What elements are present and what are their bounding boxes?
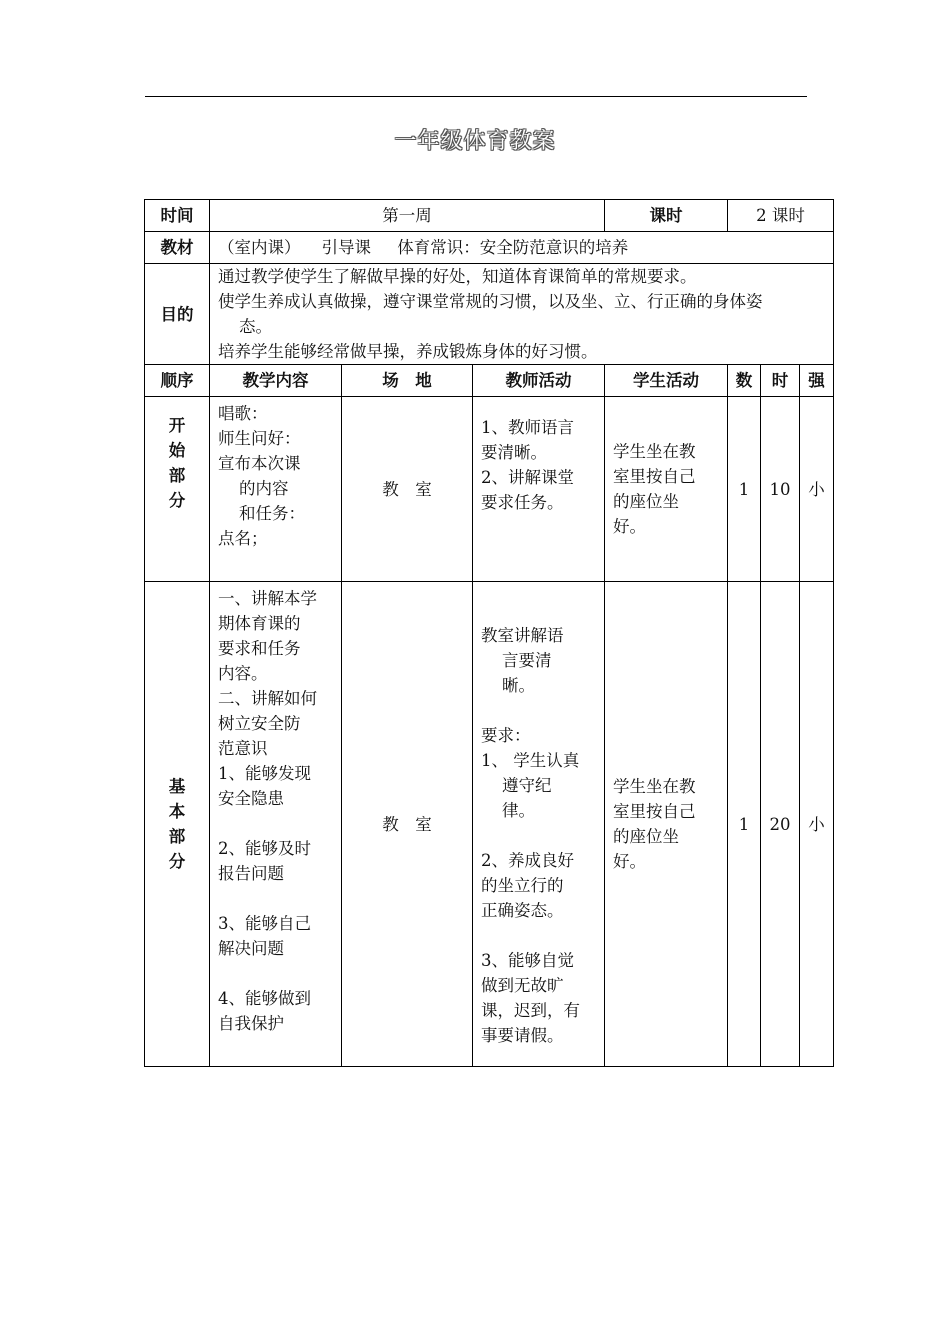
period-value: 2 课时 xyxy=(728,200,834,232)
table-row xyxy=(145,397,834,582)
row-teacher: 教室讲解语 言要清 晰。 要求： 1、 学生认真 遵守纪 律。 2、养成良好 的坐立行的 正确姿态。 3、能够自觉 做到无故旷 课，迟到，有 事要请假。 xyxy=(473,582,605,1067)
col-count: 数 xyxy=(728,365,761,397)
header-rule xyxy=(145,96,807,97)
col-intensity: 强 xyxy=(800,365,834,397)
material-row xyxy=(145,232,834,264)
section-main: 基 本 部 分 xyxy=(145,582,210,1067)
col-order: 顺序 xyxy=(145,365,210,397)
row-venue: 教 室 xyxy=(342,397,473,582)
week-value: 第一周 xyxy=(210,200,605,232)
table-row xyxy=(145,582,834,1067)
row-content: 唱歌： 师生问好： 宣布本次课 的内容 和任务： 点名； xyxy=(210,397,342,582)
lesson-plan-table xyxy=(144,199,834,1067)
goal-label: 目的 xyxy=(145,264,210,365)
period-label: 课时 xyxy=(605,200,728,232)
row-student: 学生坐在教 室里按自己 的座位坐 好。 xyxy=(605,582,728,1067)
row-intensity: 小 xyxy=(800,397,834,582)
row-count: 1 xyxy=(728,397,761,582)
col-content: 教学内容 xyxy=(210,365,342,397)
col-venue: 场 地 xyxy=(342,365,473,397)
section-start: 开 始 部 分 xyxy=(145,397,210,582)
col-teacher: 教师活动 xyxy=(473,365,605,397)
row-count: 1 xyxy=(728,582,761,1067)
row-content: 一、讲解本学 期体育课的 要求和任务 内容。 二、讲解如何 树立安全防 范意识 1、能够发现 安全隐患 2、能够及时 报告问题 3、能够自己 解决问题 4、能够做到 自我保护 xyxy=(210,582,342,1067)
col-student: 学生活动 xyxy=(605,365,728,397)
row-venue: 教 室 xyxy=(342,582,473,1067)
row-student: 学生坐在教 室里按自己 的座位坐 好。 xyxy=(605,397,728,582)
material-value: （室内课） 引导课 体育常识：安全防范意识的培养 xyxy=(210,232,834,264)
document-title: 一年级体育教案 xyxy=(394,129,556,154)
column-header-row xyxy=(145,365,834,397)
row-time: 10 xyxy=(761,397,800,582)
goal-text: 通过教学使学生了解做早操的好处，知道体育课简单的常规要求。 使学生养成认真做操，遵守课堂常规的习惯，以及坐、立、行正确的身体姿 态。 培养学生能够经常做早操，养成锻炼身体的好习惯。 xyxy=(210,264,834,365)
row-intensity: 小 xyxy=(800,582,834,1067)
time-label: 时间 xyxy=(145,200,210,232)
header-row xyxy=(145,200,834,232)
row-teacher: 1、教师语言 要清晰。 2、讲解课堂 要求任务。 xyxy=(473,397,605,582)
material-label: 教材 xyxy=(145,232,210,264)
col-time: 时 xyxy=(761,365,800,397)
row-time: 20 xyxy=(761,582,800,1067)
goal-row xyxy=(145,264,834,365)
